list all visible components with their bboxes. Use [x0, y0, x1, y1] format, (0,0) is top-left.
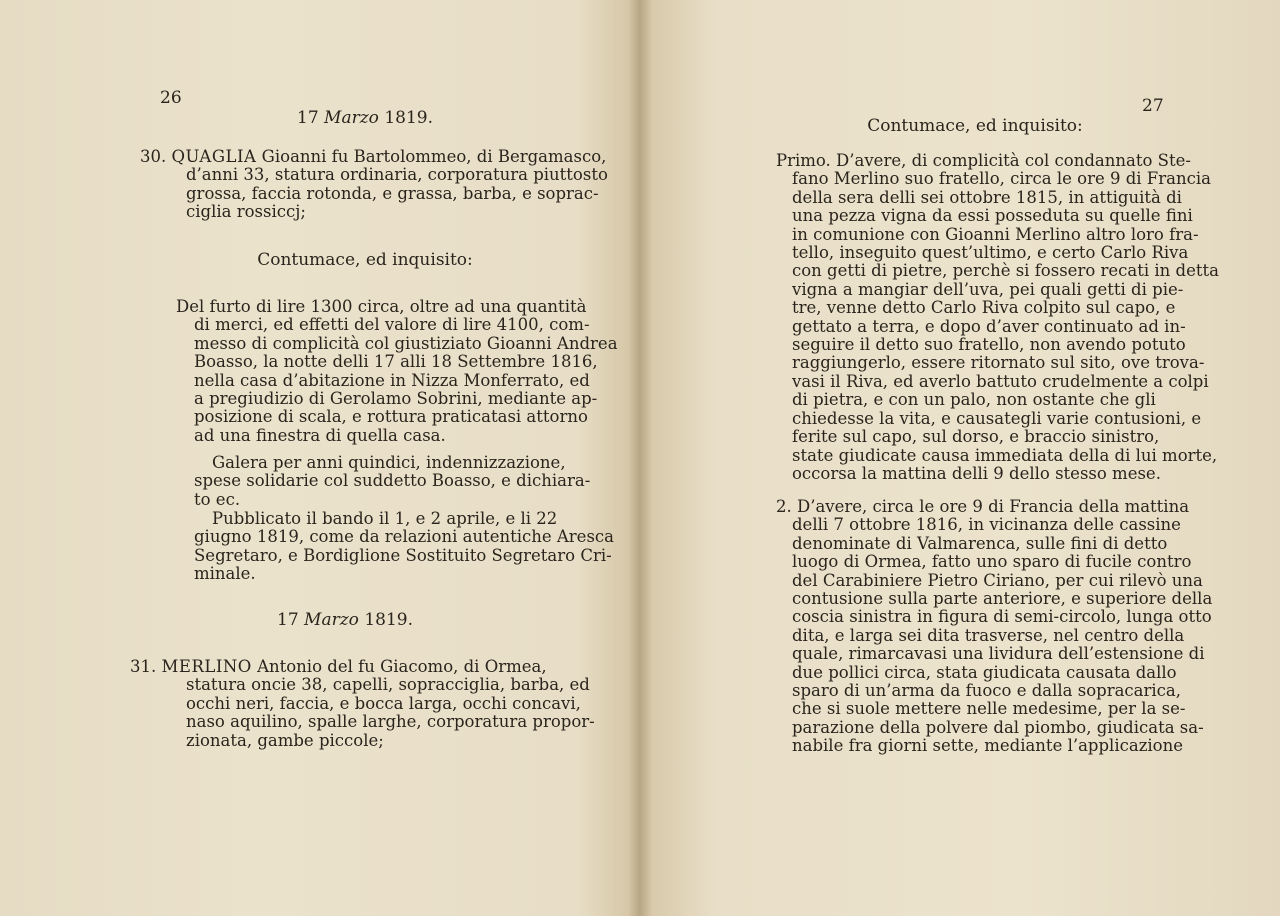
entry-31-line: naso aquilino, spalle larghe, corporatura propor- [186, 712, 595, 732]
entry-31-line: statura oncie 38, capelli, sopracciglia, barba, ed [186, 675, 590, 695]
date-day: 17 [277, 610, 299, 630]
left-page-number: 26 [160, 88, 182, 108]
entry-30 [140, 148, 608, 222]
text-line: spese solidarie col suddetto Boasso, e dichiara- [194, 471, 591, 491]
text-line: giugno 1819, come da relazioni autentiche Aresca [194, 527, 614, 547]
text-line: occorsa la mattina delli 9 dello stesso mese. [792, 463, 1161, 483]
text-line: con getti di pietre, perchè si fossero recati in detta [792, 261, 1219, 281]
text-line: quale, rimarcavasi una lividura dell’estensione di [792, 644, 1205, 664]
text-line: in comunione con Gioanni Merlino altro loro fra- [792, 224, 1199, 244]
text-line: tre, venne detto Carlo Riva colpito sul capo, e [792, 298, 1176, 318]
text-line: dita, e larga sei dita trasverse, nel centro della [792, 625, 1185, 645]
text-line: che si suole mettere nelle medesime, per la se- [792, 699, 1186, 719]
entry-30-line: ciglia rossiccj; [186, 202, 306, 222]
text-line: di merci, ed effetti del valore di lire 4100, com- [194, 315, 590, 335]
right-page [640, 0, 1280, 916]
text-line: denominate di Valmarenca, sulle fini di detto [792, 533, 1168, 553]
entry-31-line: occhi neri, faccia, e bocca larga, occhi concavi, [186, 693, 581, 713]
text-line: posizione di scala, e rottura praticatasi attorno [194, 407, 588, 427]
text-line: Del furto di lire 1300 circa, oltre ad una quantità [176, 297, 587, 316]
entry-31-line: Antonio del fu Giacomo, di Ormea, [257, 657, 547, 676]
text-line: vasi il Riva, ed averlo battuto crudelmente a colpi [792, 371, 1209, 391]
text-line: tello, inseguito quest’ultimo, e certo Carlo Riva [792, 243, 1189, 263]
text-line: minale. [194, 564, 256, 584]
text-line: vigna a mangiar dell’uva, pei quali getti di pie- [792, 279, 1184, 299]
text-line: nabile fra giorni sette, mediante l’applicazione [792, 736, 1183, 756]
left-paragraph-2 [194, 454, 590, 509]
text-line: Galera per anni quindici, indennizzazione, [212, 453, 566, 472]
left-date-2 [180, 610, 510, 630]
entry-30-line: grossa, faccia rotonda, e grassa, barba, e soprac- [186, 183, 599, 203]
date-month: Marzo [304, 610, 359, 630]
right-item-2 [776, 498, 1212, 756]
date-year: 1819. [384, 108, 433, 128]
text-line: ad una finestra di quella casa. [194, 425, 446, 445]
entry-30-line: d’anni 33, statura ordinaria, corporatura piuttosto [186, 165, 608, 185]
text-line: una pezza vigna da essi posseduta su quelle fini [792, 206, 1193, 226]
text-line: Primo. D’avere, di complicità col condannato Ste- [776, 151, 1191, 170]
text-line: 2. D’avere, circa le ore 9 di Francia della mattina [776, 497, 1190, 516]
right-heading: Contumace, ed inquisito: [867, 116, 1083, 136]
text-line: delli 7 ottobre 1816, in vicinanza delle cassine [792, 515, 1181, 535]
text-line: to ec. [194, 489, 241, 509]
text-line: della sera delli sei ottobre 1815, in attiguità di [792, 187, 1182, 207]
text-line: Segretaro, e Bordiglione Sostituito Segretaro Cri- [194, 545, 612, 565]
text-line: messo di complicità col giustiziato Gioanni Andrea [194, 333, 618, 353]
text-line: Boasso, la notte delli 17 alli 18 Settembre 1816, [194, 352, 598, 372]
date-year: 1819. [364, 610, 413, 630]
text-line: fano Merlino suo fratello, circa le ore 9 di Francia [792, 169, 1211, 189]
text-line: nella casa d’abitazione in Nizza Monferrato, ed [194, 370, 590, 390]
right-page-number: 27 [1142, 96, 1164, 116]
entry-30-line: Gioanni fu Bartolommeo, di Bergamasco, [261, 147, 607, 166]
date-month: Marzo [324, 108, 379, 128]
text-line: del Carabiniere Pietro Ciriano, per cui rilevò una [792, 570, 1203, 590]
text-line: ferite sul capo, sul dorso, e braccio sinistro, [792, 427, 1160, 447]
entry-30-name: QUAGLIA [171, 147, 257, 166]
text-line: coscia sinistra in figura di semi-circolo, lunga otto [792, 607, 1212, 627]
entry-31-line: zionata, gambe piccole; [186, 730, 384, 750]
entry-30-number: 30. [140, 147, 167, 166]
text-line: a pregiudizio di Gerolamo Sobrini, mediante ap- [194, 389, 598, 409]
text-line: Pubblicato il bando il 1, e 2 aprile, e li 22 [212, 509, 558, 528]
text-line: seguire il detto suo fratello, non avendo potuto [792, 335, 1186, 355]
text-line: chiedesse la vita, e causategli varie contusioni, e [792, 408, 1202, 428]
date-day: 17 [297, 108, 319, 128]
text-line: parazione della polvere dal piombo, giudicata sa- [792, 717, 1204, 737]
text-line: gettato a terra, e dopo d’aver continuato ad in- [792, 316, 1186, 336]
text-line: luogo di Ormea, fatto uno sparo di fucile contro [792, 552, 1192, 572]
left-date-1 [200, 108, 530, 128]
right-item-1 [776, 152, 1219, 483]
text-line: di pietra, e con un palo, non ostante che gli [792, 390, 1156, 410]
text-line: state giudicate causa immediata della di lui morte, [792, 445, 1218, 465]
entry-31-number: 31. [130, 657, 157, 676]
text-line: contusione sulla parte anteriore, e superiore della [792, 589, 1213, 609]
left-paragraph-3 [194, 510, 614, 584]
entry-31 [130, 658, 595, 750]
left-heading: Contumace, ed inquisito: [257, 250, 473, 270]
entry-31-name: MERLINO [161, 657, 252, 676]
text-line: sparo di un’arma da fuoco e dalla sopracarica, [792, 681, 1181, 701]
left-paragraph-1 [176, 298, 618, 445]
text-line: raggiungerlo, essere ritornato sul sito, ove trova- [792, 353, 1205, 373]
text-line: due pollici circa, stata giudicata causata dallo [792, 662, 1177, 682]
